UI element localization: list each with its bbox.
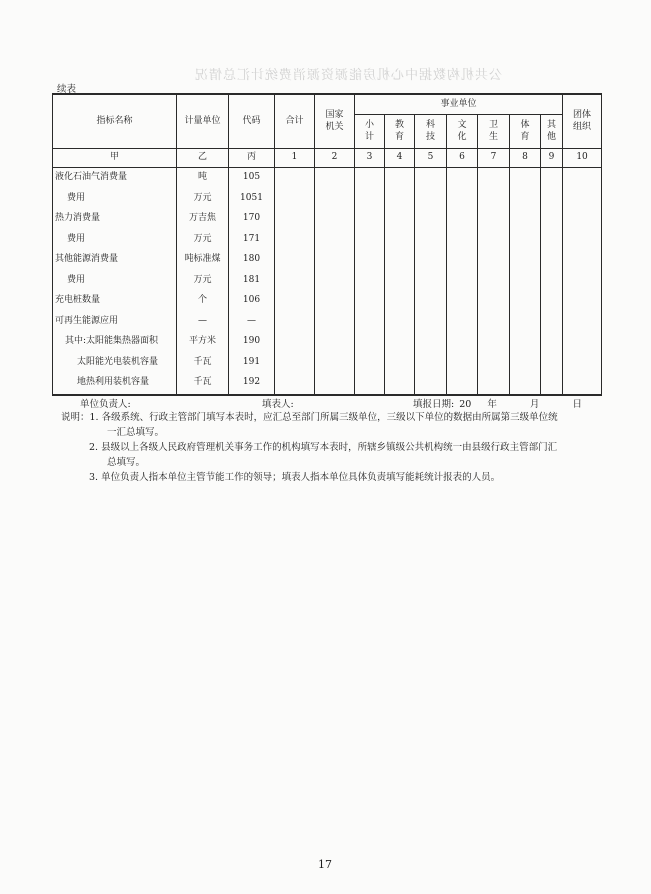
row-code: 180 bbox=[229, 250, 275, 271]
header-inst-subtotal: 小计 bbox=[355, 115, 385, 149]
row-value-cell bbox=[478, 271, 510, 292]
row-value-cell bbox=[415, 271, 447, 292]
row-value-cell bbox=[275, 271, 315, 292]
row-indicator-name: 费用 bbox=[53, 271, 177, 292]
row-value-cell bbox=[447, 271, 478, 292]
row-code: 181 bbox=[229, 271, 275, 292]
row-value-cell bbox=[275, 291, 315, 312]
row-value-cell bbox=[563, 373, 602, 395]
row-value-cell bbox=[510, 291, 541, 312]
row-value-cell bbox=[275, 209, 315, 230]
row-value-cell bbox=[447, 250, 478, 271]
row-code: 1051 bbox=[229, 189, 275, 210]
row-code: 106 bbox=[229, 291, 275, 312]
row-unit: 吨 bbox=[177, 168, 229, 189]
table-row bbox=[53, 291, 602, 312]
row-value-cell bbox=[510, 353, 541, 374]
row-value-cell bbox=[275, 189, 315, 210]
code-cell: 乙 bbox=[177, 149, 229, 168]
row-indicator-name: 费用 bbox=[53, 230, 177, 251]
footer-filler: 填表人: bbox=[262, 399, 294, 410]
row-value-cell bbox=[447, 209, 478, 230]
row-value-cell bbox=[563, 353, 602, 374]
table-row bbox=[53, 312, 602, 333]
row-value-cell bbox=[315, 353, 355, 374]
header-code: 代码 bbox=[229, 94, 275, 149]
row-value-cell bbox=[510, 271, 541, 292]
row-value-cell bbox=[447, 189, 478, 210]
row-value-cell bbox=[415, 291, 447, 312]
row-unit: 万元 bbox=[177, 271, 229, 292]
code-cell: 3 bbox=[355, 149, 385, 168]
table-row bbox=[53, 332, 602, 353]
code-cell: 5 bbox=[415, 149, 447, 168]
row-value-cell bbox=[563, 189, 602, 210]
row-value-cell bbox=[315, 312, 355, 333]
note-line: 2. 县级以上各级人民政府管理机关事务工作的机构填写本表时，所辖乡镇级公共机构统一由县级行政主管部门汇 bbox=[89, 442, 558, 453]
note-line: 总填写。 bbox=[107, 457, 146, 468]
row-value-cell bbox=[355, 332, 385, 353]
note-line: 3. 单位负责人指本单位主管节能工作的领导；填表人指本单位具体负责填写能耗统计报表的人员。 bbox=[89, 472, 501, 483]
row-unit: 千瓦 bbox=[177, 353, 229, 374]
code-cell: 6 bbox=[447, 149, 478, 168]
row-unit: 万元 bbox=[177, 230, 229, 251]
notes bbox=[61, 410, 601, 485]
code-cell: 8 bbox=[510, 149, 541, 168]
row-value-cell bbox=[541, 373, 563, 395]
row-value-cell bbox=[447, 373, 478, 395]
row-code: 192 bbox=[229, 373, 275, 395]
row-value-cell bbox=[385, 291, 415, 312]
row-value-cell bbox=[355, 189, 385, 210]
row-value-cell bbox=[478, 291, 510, 312]
row-value-cell bbox=[563, 291, 602, 312]
row-value-cell bbox=[447, 353, 478, 374]
table-row bbox=[53, 189, 602, 210]
row-value-cell bbox=[315, 189, 355, 210]
row-value-cell bbox=[355, 291, 385, 312]
row-value-cell bbox=[478, 230, 510, 251]
header-sports: 体育 bbox=[510, 115, 541, 149]
row-value-cell bbox=[355, 209, 385, 230]
footer-date-label: 填报日期: bbox=[413, 399, 455, 410]
row-value-cell bbox=[415, 353, 447, 374]
row-value-cell bbox=[541, 291, 563, 312]
header-indicator: 指标名称 bbox=[53, 94, 177, 149]
row-value-cell bbox=[385, 168, 415, 189]
table-row bbox=[53, 373, 602, 395]
row-value-cell bbox=[415, 168, 447, 189]
row-value-cell bbox=[355, 373, 385, 395]
header-science: 科技 bbox=[415, 115, 447, 149]
header-institution-group: 事业单位 bbox=[355, 94, 563, 115]
footer-date-year: 20 bbox=[459, 399, 472, 410]
header-unit: 计量单位 bbox=[177, 94, 229, 149]
row-value-cell bbox=[385, 209, 415, 230]
row-value-cell bbox=[415, 373, 447, 395]
row-value-cell bbox=[275, 230, 315, 251]
table-row bbox=[53, 271, 602, 292]
row-indicator-name: 充电桩数量 bbox=[53, 291, 177, 312]
row-value-cell bbox=[510, 230, 541, 251]
row-value-cell bbox=[541, 168, 563, 189]
row-code: 105 bbox=[229, 168, 275, 189]
row-indicator-name: 其他能源消费量 bbox=[53, 250, 177, 271]
row-value-cell bbox=[563, 209, 602, 230]
row-value-cell bbox=[315, 373, 355, 395]
code-cell: 10 bbox=[563, 149, 602, 168]
row-value-cell bbox=[563, 271, 602, 292]
row-value-cell bbox=[478, 312, 510, 333]
row-value-cell bbox=[415, 332, 447, 353]
table-row bbox=[53, 250, 602, 271]
row-value-cell bbox=[275, 250, 315, 271]
header-education: 教育 bbox=[385, 115, 415, 149]
statistics-table bbox=[52, 93, 602, 396]
row-value-cell bbox=[447, 312, 478, 333]
header-other: 其他 bbox=[541, 115, 563, 149]
row-code: 190 bbox=[229, 332, 275, 353]
row-value-cell bbox=[510, 332, 541, 353]
header-state-org: 国家机关 bbox=[315, 94, 355, 149]
note-line: 一汇总填写。 bbox=[107, 427, 165, 438]
row-value-cell bbox=[563, 312, 602, 333]
row-code: 171 bbox=[229, 230, 275, 251]
row-value-cell bbox=[385, 271, 415, 292]
row-value-cell bbox=[315, 271, 355, 292]
row-value-cell bbox=[563, 230, 602, 251]
row-indicator-name: 热力消费量 bbox=[53, 209, 177, 230]
row-code: 170 bbox=[229, 209, 275, 230]
row-indicator-name: 费用 bbox=[53, 189, 177, 210]
row-indicator-name: 液化石油气消费量 bbox=[53, 168, 177, 189]
row-value-cell bbox=[355, 230, 385, 251]
footer-month: 月 bbox=[529, 399, 540, 410]
table-row bbox=[53, 353, 602, 374]
row-indicator-name: 太阳能光电装机容量 bbox=[53, 353, 177, 374]
footer-date bbox=[413, 396, 582, 410]
row-value-cell bbox=[385, 373, 415, 395]
row-unit: 千瓦 bbox=[177, 373, 229, 395]
row-value-cell bbox=[478, 209, 510, 230]
row-value-cell bbox=[315, 332, 355, 353]
row-value-cell bbox=[275, 332, 315, 353]
row-unit: 吨标准煤 bbox=[177, 250, 229, 271]
row-unit: 万元 bbox=[177, 189, 229, 210]
row-unit: 平方米 bbox=[177, 332, 229, 353]
row-value-cell bbox=[563, 250, 602, 271]
row-value-cell bbox=[541, 332, 563, 353]
footer-year: 年 bbox=[487, 399, 497, 410]
row-value-cell bbox=[385, 250, 415, 271]
row-value-cell bbox=[510, 168, 541, 189]
row-value-cell bbox=[385, 332, 415, 353]
row-value-cell bbox=[447, 332, 478, 353]
row-value-cell bbox=[315, 230, 355, 251]
row-value-cell bbox=[355, 271, 385, 292]
row-indicator-name: 其中:太阳能集热器面积 bbox=[53, 332, 177, 353]
header-total: 合计 bbox=[275, 94, 315, 149]
row-value-cell bbox=[563, 168, 602, 189]
row-value-cell bbox=[275, 168, 315, 189]
table-row bbox=[53, 168, 602, 189]
row-value-cell bbox=[415, 250, 447, 271]
row-code: 191 bbox=[229, 353, 275, 374]
row-value-cell bbox=[275, 373, 315, 395]
row-value-cell bbox=[275, 353, 315, 374]
row-indicator-name: 可再生能源应用 bbox=[53, 312, 177, 333]
row-value-cell bbox=[315, 250, 355, 271]
row-value-cell bbox=[315, 168, 355, 189]
row-value-cell bbox=[478, 332, 510, 353]
row-value-cell bbox=[355, 353, 385, 374]
row-value-cell bbox=[510, 250, 541, 271]
header-social-org: 团体组织 bbox=[563, 94, 602, 149]
row-unit: 万吉焦 bbox=[177, 209, 229, 230]
code-cell: 1 bbox=[275, 149, 315, 168]
row-unit: — bbox=[177, 312, 229, 333]
row-value-cell bbox=[447, 291, 478, 312]
row-value-cell bbox=[415, 189, 447, 210]
row-value-cell bbox=[541, 312, 563, 333]
row-value-cell bbox=[510, 373, 541, 395]
code-cell: 丙 bbox=[229, 149, 275, 168]
row-value-cell bbox=[541, 271, 563, 292]
row-value-cell bbox=[315, 209, 355, 230]
row-value-cell bbox=[385, 353, 415, 374]
row-value-cell bbox=[385, 230, 415, 251]
header-culture: 文化 bbox=[447, 115, 478, 149]
code-cell: 2 bbox=[315, 149, 355, 168]
row-value-cell bbox=[510, 189, 541, 210]
row-value-cell bbox=[510, 312, 541, 333]
row-value-cell bbox=[541, 230, 563, 251]
code-cell: 7 bbox=[478, 149, 510, 168]
row-value-cell bbox=[447, 168, 478, 189]
table-row bbox=[53, 230, 602, 251]
row-code: — bbox=[229, 312, 275, 333]
row-value-cell bbox=[510, 209, 541, 230]
row-value-cell bbox=[563, 332, 602, 353]
row-value-cell bbox=[541, 189, 563, 210]
row-value-cell bbox=[447, 230, 478, 251]
row-value-cell bbox=[385, 312, 415, 333]
note-line: 说明：1. 各级系统、行政主管部门填写本表时，应汇总至部门所属三级单位，三级以下单位的数据由所属第三级单位统 bbox=[61, 412, 558, 423]
row-value-cell bbox=[355, 312, 385, 333]
row-value-cell bbox=[275, 312, 315, 333]
row-value-cell bbox=[478, 250, 510, 271]
page-number: 17 bbox=[318, 858, 332, 871]
row-unit: 个 bbox=[177, 291, 229, 312]
row-indicator-name: 地热利用装机容量 bbox=[53, 373, 177, 395]
row-value-cell bbox=[355, 250, 385, 271]
bleed-through-title: 公共机构数据中心机房能源资源消费统计汇总情况 bbox=[193, 68, 502, 83]
continued-label: 续表 bbox=[57, 84, 77, 95]
row-value-cell bbox=[478, 168, 510, 189]
row-value-cell bbox=[315, 291, 355, 312]
footer-head: 单位负责人: bbox=[80, 399, 131, 410]
row-value-cell bbox=[415, 312, 447, 333]
row-value-cell bbox=[355, 168, 385, 189]
table-row bbox=[53, 209, 602, 230]
row-value-cell bbox=[478, 353, 510, 374]
row-value-cell bbox=[415, 209, 447, 230]
code-cell: 9 bbox=[541, 149, 563, 168]
row-value-cell bbox=[541, 209, 563, 230]
code-cell: 4 bbox=[385, 149, 415, 168]
table-body bbox=[53, 168, 602, 395]
header-health: 卫生 bbox=[478, 115, 510, 149]
row-value-cell bbox=[478, 189, 510, 210]
row-value-cell bbox=[541, 353, 563, 374]
row-value-cell bbox=[385, 189, 415, 210]
row-value-cell bbox=[415, 230, 447, 251]
footer-day: 日 bbox=[572, 399, 582, 410]
row-value-cell bbox=[478, 373, 510, 395]
code-cell: 甲 bbox=[53, 149, 177, 168]
row-value-cell bbox=[541, 250, 563, 271]
